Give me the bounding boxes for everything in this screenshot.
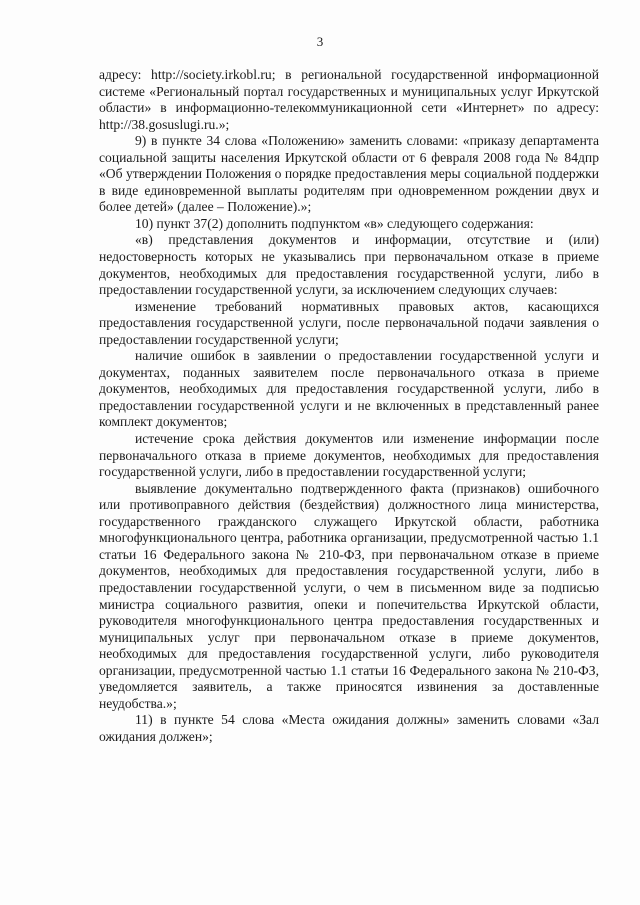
paragraph-item-10: 10) пункт 37(2) дополнить подпунктом «в» следующего содержания: — [135, 215, 534, 231]
document-body — [99, 67, 599, 745]
page-number: 3 — [316, 34, 324, 49]
paragraph-subitem-v: «в) представления документов и информации, отсутствие и (или) недостоверность которых не указывались при первоначальном отказе в приеме документов, необходимых для предоставления государственной услуги, либо в предоставлении государственной услуги, за исключением следующих случаев: — [99, 232, 599, 298]
paragraph-case-requirements-change: изменение требований нормативных правовых актов, касающихся предоставления государственной услуги, после первоначальной подачи заявления о предоставлении государственной услуги; — [99, 298, 599, 347]
paragraph-item-11: 11) в пункте 54 слова «Места ожидания должны» заменить словами «Зал ожидания должен»; — [99, 712, 599, 744]
paragraph-case-errors: наличие ошибок в заявлении о предоставлении государственной услуги и документах, поданных заявителем после первоначального отказа в приеме документов, необходимых для предоставления государственной услуги, либо в предоставлении государственной услуги и не включенных в представленный ранее комплект документов; — [99, 348, 599, 430]
paragraph-item-9: 9) в пункте 34 слова «Положению» заменить словами: «приказу департамента социальной защиты населения Иркутской области от 6 февраля 2008 года № 84дпр «Об утверждении Положения о порядке предоставления меры социальной поддержки в виде единовременной выплаты родителям при одновременном рождении двух и более детей» (далее – Положение).»; — [99, 133, 599, 215]
paragraph-address-continuation: адресу: http://society.irkobl.ru; в региональной государственной информационной системе «Региональный портал государственных и муниципальных услуг Иркутской области» в информационно-телекоммуникационной сети «Интернет» по адресу: http://38.gosuslugi.ru.»; — [99, 67, 599, 132]
paragraph-case-wrongful-action: выявление документально подтвержденного факта (признаков) ошибочного или противоправного действия (бездействия) должностного лица министерства, государственного гражданского служащего Иркутской области, работника многофункционального центра, работника организации, предусмотренной частью 1.1 статьи 16 Федерального закона № 210-ФЗ, при первоначальном отказе в приеме документов, необходимых для предоставления государственной услуги, либо в предоставлении государственной услуги, о чем в письменном виде за подписью министра социального развития, опеки и попечительства Иркутской области, руководителя многофункционального центра предоставления государственных и муниципальных услуг при первоначальном отказе в приеме документов, необходимых для предоставления государственной услуги, либо руководителя организации, предусмотренной частью 1.1 статьи 16 Федерального закона № 210-ФЗ, уведомляется заявитель, а также приносятся извинения за доставленные неудобства.»; — [99, 480, 599, 711]
paragraph-case-expiry: истечение срока действия документов или изменение информации после первоначального отказа в приеме документов, необходимых для предоставления государственной услуги, либо в предоставлении государственной услуги; — [99, 431, 599, 480]
